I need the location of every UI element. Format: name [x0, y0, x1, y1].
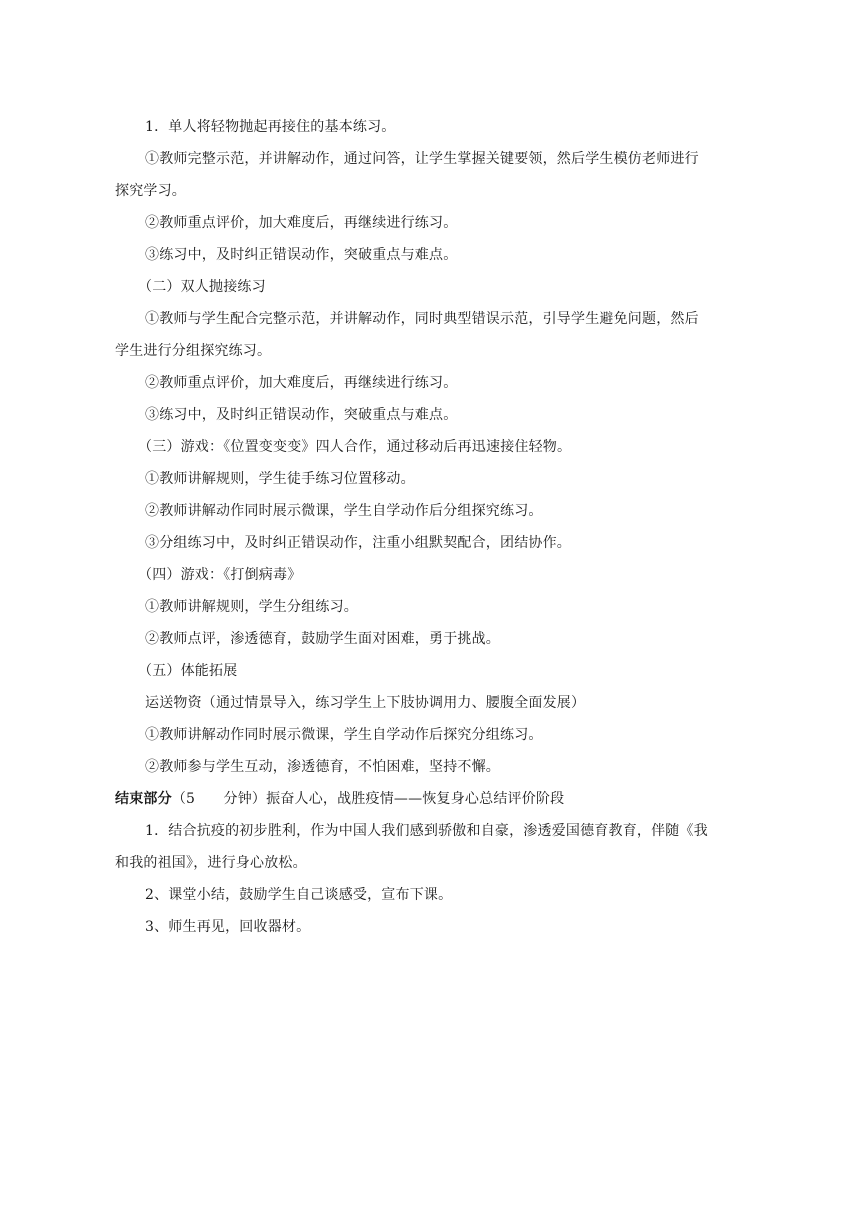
section-heading	[115, 783, 745, 815]
paragraph-line: ①教师讲解规则，学生徒手练习位置移动。	[145, 471, 415, 487]
paragraph-line: 探究学习。	[115, 183, 186, 199]
section-heading-title: 结束部分	[115, 791, 172, 807]
section-heading-subtitle: 振奋人心，战胜疫情——恢复身心总结评价阶段	[266, 791, 565, 807]
paragraph-line: ③分组练习中，及时纠正错误动作，注重小组默契配合，团结协作。	[145, 535, 571, 551]
paragraph-line: 3、师生再见，回收器材。	[145, 919, 311, 935]
paragraph-line: ①教师与学生配合完整示范，并讲解动作，同时典型错误示范，引导学生避免问题，然后	[145, 311, 699, 327]
paragraph-line: ②教师重点评价，加大难度后，再继续进行练习。	[145, 375, 458, 391]
paragraph-line: 学生进行分组探究练习。	[115, 343, 272, 359]
subsection-heading: （二）双人抛接练习	[138, 279, 266, 295]
section-heading-duration: （5 分钟）	[171, 791, 267, 807]
paragraph-line: 1．结合抗疫的初步胜利，作为中国人我们感到骄傲和自豪，渗透爱国德育教育，伴随《我	[145, 823, 708, 839]
paragraph-line: 和我的祖国》，进行身心放松。	[115, 855, 307, 871]
paragraph-line: ②教师点评，渗透德育，鼓励学生面对困难，勇于挑战。	[145, 631, 500, 647]
paragraph-line: ②教师讲解动作同时展示微课，学生自学动作后分组探究练习。	[145, 503, 543, 519]
subsection-heading: （五）体能拓展	[138, 663, 238, 679]
paragraph-line: ①教师讲解规则，学生分组练习。	[145, 599, 358, 615]
paragraph-line: 1．单人将轻物抛起再接住的基本练习。	[145, 119, 396, 135]
paragraph-line: ②教师参与学生互动，渗透德育，不怕困难，坚持不懈。	[145, 759, 500, 775]
paragraph-line: ②教师重点评价，加大难度后，再继续进行练习。	[145, 215, 458, 231]
paragraph-line: ①教师完整示范，并讲解动作，通过问答，让学生掌握关键要领，然后学生模仿老师进行	[145, 151, 699, 167]
paragraph-line: ③练习中，及时纠正错误动作，突破重点与难点。	[145, 247, 458, 263]
paragraph-line: ①教师讲解动作同时展示微课，学生自学动作后探究分组练习。	[145, 727, 543, 743]
paragraph-line: 运送物资（通过情景导入，练习学生上下肢协调用力、腰腹全面发展）	[145, 695, 586, 711]
paragraph-line: 2、课堂小结，鼓励学生自己谈感受，宣布下课。	[145, 887, 453, 903]
document-body	[115, 111, 745, 943]
subsection-heading: （三）游戏：《位置变变变》四人合作，通过移动后再迅速接住轻物。	[138, 439, 572, 455]
subsection-heading: （四）游戏：《打倒病毒》	[138, 567, 302, 583]
paragraph-line: ③练习中，及时纠正错误动作，突破重点与难点。	[145, 407, 458, 423]
